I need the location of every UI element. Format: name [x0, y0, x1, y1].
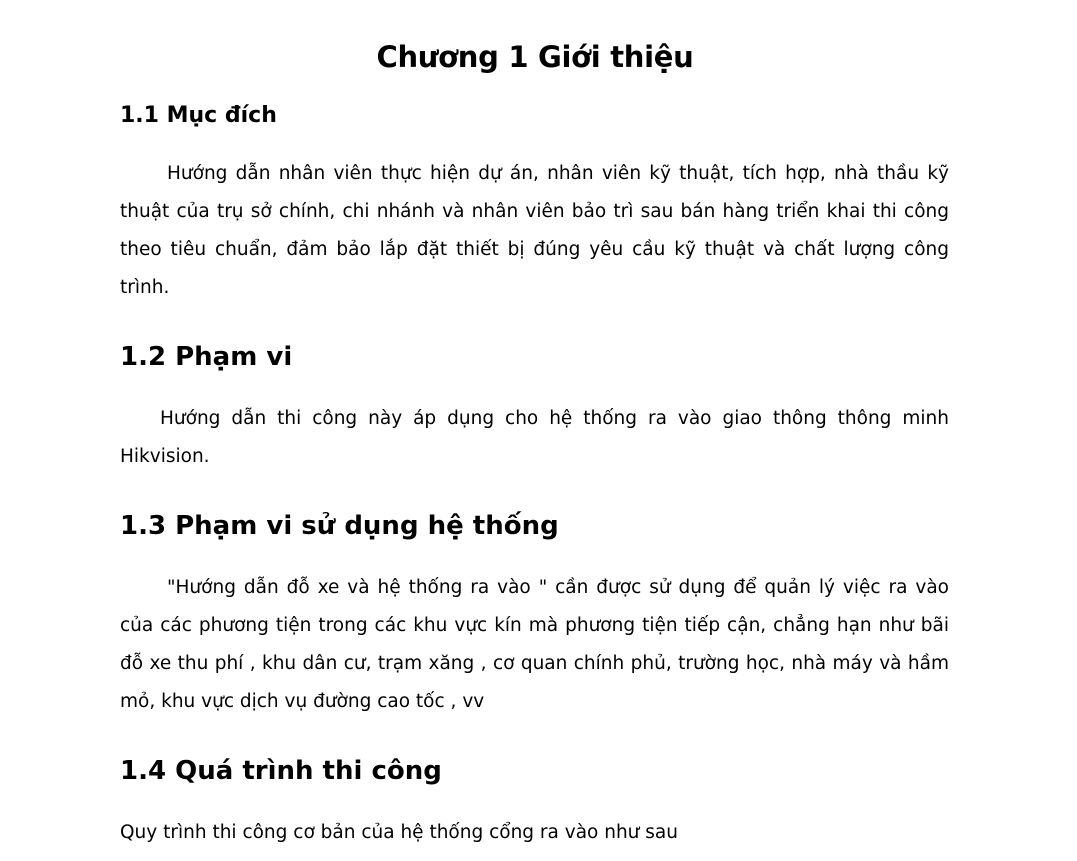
- section-body-usage-scope: "Hướng dẫn đỗ xe và hệ thống ra vào " cần được sử dụng để quản lý việc ra vào của các phương tiện trong các khu vực kín mà phương tiện tiếp cận, chẳng hạn như bãi đỗ xe thu phí , khu dân cư, trạm xăng , cơ quan chính phủ, trường học, nhà máy và hầm mỏ, khu vực dịch vụ đường cao tốc , vv: [120, 577, 949, 712]
- section-heading-purpose: 1.1 Mục đích: [120, 103, 277, 128]
- chapter-title: Chương 1 Giới thiệu: [376, 40, 694, 75]
- section-heading-usage-scope: 1.3 Phạm vi sử dụng hệ thống: [120, 511, 559, 541]
- section-heading-scope: 1.2 Phạm vi: [120, 342, 293, 372]
- section-heading-construction-process: 1.4 Quá trình thi công: [120, 756, 442, 786]
- section-body-purpose: Hướng dẫn nhân viên thực hiện dự án, nhân viên kỹ thuật, tích hợp, nhà thầu kỹ thuật của trụ sở chính, chi nhánh và nhân viên bảo trì sau bán hàng triển khai thi công theo tiêu chuẩn, đảm bảo lắp đặt thiết bị đúng yêu cầu kỹ thuật và chất lượng công trình.: [120, 163, 949, 298]
- section-body-scope: Hướng dẫn thi công này áp dụng cho hệ thống ra vào giao thông thông minh Hikvision.: [120, 408, 949, 467]
- section-body-construction-process: Quy trình thi công cơ bản của hệ thống cổng ra vào như sau: [120, 822, 678, 843]
